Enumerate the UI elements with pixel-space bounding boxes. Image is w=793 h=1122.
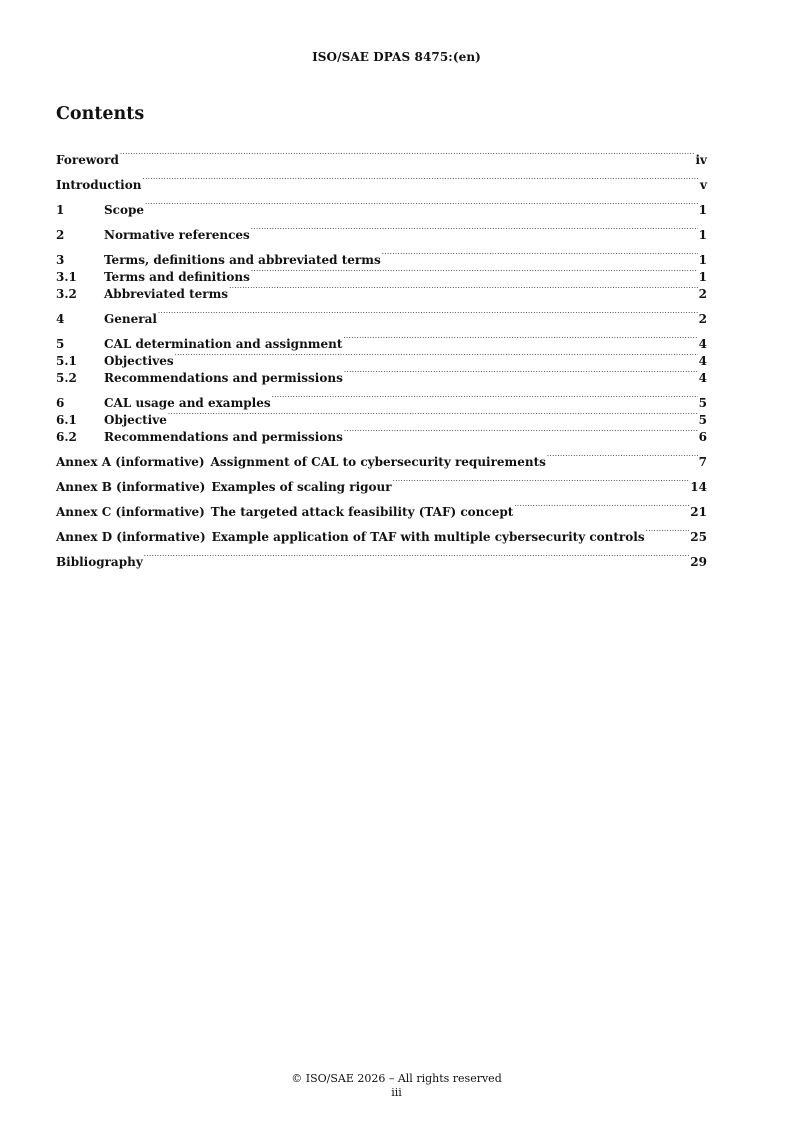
toc-entry-label: Bibliography — [56, 555, 143, 569]
toc-entry-number: 4 — [56, 312, 65, 326]
toc-entry-number: 6 — [56, 396, 65, 410]
toc-entry-label: Terms and definitions — [104, 270, 250, 284]
toc-entry-label: Normative references — [104, 228, 250, 242]
toc-entry-annex-d[interactable] — [56, 524, 707, 544]
toc-entry-label: Recommendations and permissions — [104, 430, 343, 444]
leader-dots — [514, 499, 689, 516]
toc-entry-label: CAL determination and assignment — [104, 337, 343, 351]
toc-entry-number: 3.1 — [56, 270, 77, 284]
toc-entry-number: Annex C (informative) — [56, 505, 205, 519]
toc-entry-label: The targeted attack feasibility (TAF) concept — [210, 505, 514, 519]
leader-dots — [120, 147, 695, 164]
toc-entry-page: 14 — [690, 480, 707, 494]
toc-entry-number: Annex A (informative) — [56, 455, 205, 469]
toc-entry-foreword[interactable] — [56, 147, 707, 167]
toc-entry-label: Example application of TAF with multiple cybersecurity controls — [211, 530, 645, 544]
toc-entry-number: 6.2 — [56, 430, 77, 444]
toc-entry-annex-c[interactable] — [56, 499, 707, 519]
leader-dots — [229, 281, 698, 298]
toc-entry-annex-a[interactable] — [56, 449, 707, 469]
leader-dots — [393, 474, 690, 491]
toc-entry-label: Recommendations and permissions — [104, 371, 343, 385]
leader-dots — [343, 331, 697, 348]
toc-entry-label: Assignment of CAL to cybersecurity requirements — [210, 455, 546, 469]
toc-entry-page: 1 — [698, 253, 707, 267]
toc-entry-annex-b[interactable] — [56, 474, 707, 494]
toc-entry-page: 7 — [698, 455, 707, 469]
leader-dots — [144, 549, 690, 566]
toc-entry-page: 4 — [698, 337, 707, 351]
toc-entry-page: 25 — [690, 530, 707, 544]
toc-entry-number: Annex D (informative) — [56, 530, 206, 544]
toc-entry-page: 5 — [698, 413, 707, 427]
leader-dots — [142, 172, 699, 189]
page-title: Contents — [56, 104, 145, 124]
toc-entry-number: Annex B (informative) — [56, 480, 206, 494]
toc-entry-scope[interactable] — [56, 197, 707, 217]
leader-dots — [251, 264, 698, 281]
toc-entry-number: 5 — [56, 337, 65, 351]
toc-entry-page: v — [700, 178, 707, 192]
toc-entry-page: 1 — [698, 203, 707, 217]
leader-dots — [344, 424, 698, 441]
leader-dots — [547, 449, 698, 466]
toc-entry-number: 2 — [56, 228, 65, 242]
leader-dots — [344, 365, 698, 382]
document-header: ISO/SAE DPAS 8475:(en) — [312, 50, 481, 64]
toc-entry-page: 1 — [698, 228, 707, 242]
leader-dots — [272, 390, 698, 407]
toc-entry-label: CAL usage and examples — [104, 396, 271, 410]
leader-dots — [158, 306, 698, 323]
leader-dots — [168, 407, 698, 424]
toc-entry-label: Examples of scaling rigour — [211, 480, 392, 494]
toc-entry-terms[interactable] — [56, 247, 707, 267]
toc-entry-label: Scope — [104, 203, 145, 217]
page-number: iii — [391, 1086, 402, 1099]
toc-entry-page: 1 — [698, 270, 707, 284]
toc-entry-cal-determination[interactable] — [56, 331, 707, 351]
toc-entry-page: 2 — [698, 312, 707, 326]
toc-entry-page: 5 — [698, 396, 707, 410]
toc-entry-page: 21 — [690, 505, 707, 519]
leader-dots — [646, 524, 690, 541]
toc-entry-number: 5.2 — [56, 371, 77, 385]
toc-entry-number: 6.1 — [56, 413, 77, 427]
page-footer — [0, 1072, 793, 1100]
toc-entry-cal-usage[interactable] — [56, 390, 707, 410]
copyright-notice: © ISO/SAE 2026 – All rights reserved — [291, 1072, 502, 1085]
toc-entry-label: Foreword — [56, 153, 119, 167]
toc-entry-page: 2 — [698, 287, 707, 301]
toc-entry-bibliography[interactable] — [56, 549, 707, 569]
table-of-contents — [56, 147, 707, 569]
leader-dots — [145, 197, 698, 214]
toc-entry-page: 29 — [690, 555, 707, 569]
toc-entry-number: 1 — [56, 203, 65, 217]
toc-entry-label: General — [104, 312, 157, 326]
toc-entry-page: 4 — [698, 371, 707, 385]
leader-dots — [382, 247, 698, 264]
toc-entry-general[interactable] — [56, 306, 707, 326]
toc-entry-introduction[interactable] — [56, 172, 707, 192]
toc-entry-number: 3.2 — [56, 287, 77, 301]
toc-entry-label: Objective — [104, 413, 167, 427]
toc-entry-number: 5.1 — [56, 354, 77, 368]
toc-entry-page: 6 — [698, 430, 707, 444]
toc-entry-number: 3 — [56, 253, 65, 267]
toc-entry-label: Objectives — [104, 354, 174, 368]
leader-dots — [251, 222, 698, 239]
toc-entry-page: iv — [695, 153, 707, 167]
toc-entry-page: 4 — [698, 354, 707, 368]
toc-entry-label: Terms, definitions and abbreviated terms — [104, 253, 381, 267]
leader-dots — [175, 348, 698, 365]
toc-entry-label: Introduction — [56, 178, 142, 192]
toc-entry-label: Abbreviated terms — [104, 287, 229, 301]
toc-entry-normative-references[interactable] — [56, 222, 707, 242]
